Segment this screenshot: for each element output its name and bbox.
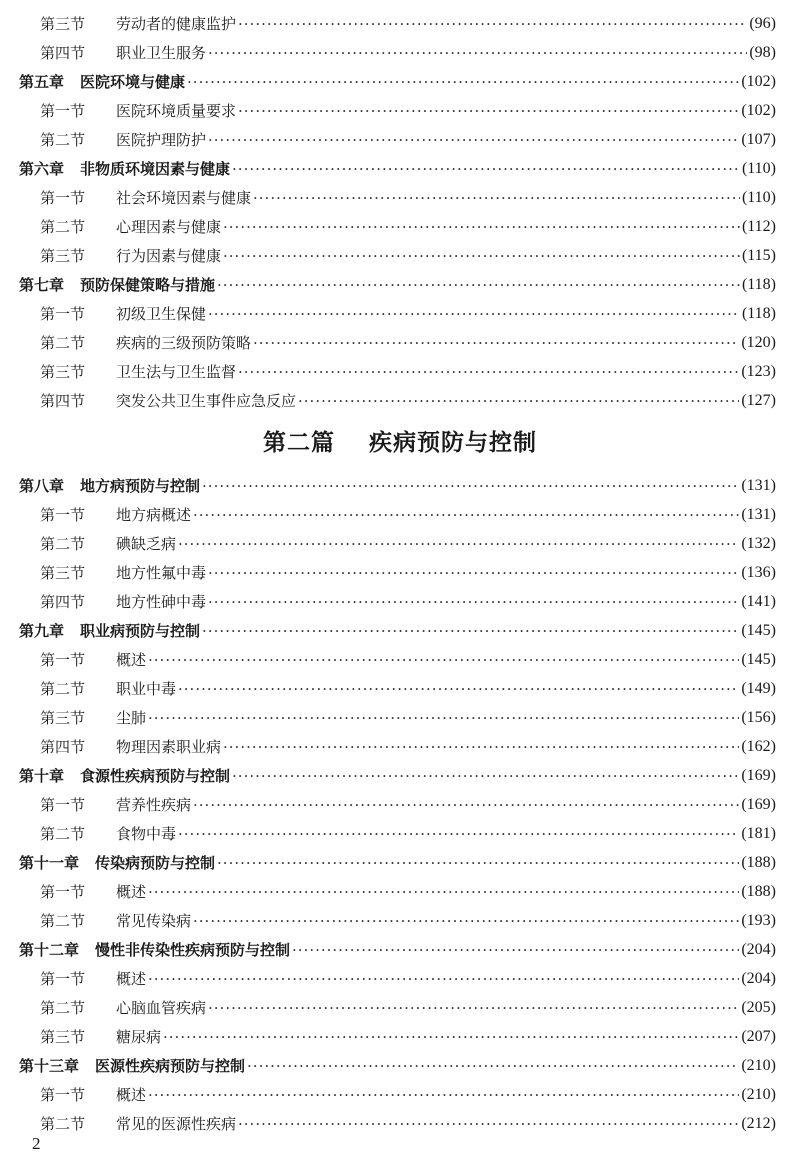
page-number: (102) xyxy=(741,102,776,119)
leader-dots xyxy=(223,213,740,241)
section-title: 地方病概述 xyxy=(116,506,192,524)
section-number: 第三节 xyxy=(40,564,86,582)
page-number: (181) xyxy=(741,825,776,842)
toc-section-entry[interactable] xyxy=(40,588,776,616)
section-number: 第一节 xyxy=(40,506,86,524)
leader-dots xyxy=(148,1081,739,1109)
page-number: (107) xyxy=(741,131,776,148)
leader-dots xyxy=(232,762,739,790)
toc-section-entry[interactable] xyxy=(40,387,776,415)
page-number: (145) xyxy=(741,622,776,639)
page-number: (120) xyxy=(741,334,776,351)
page-number: (110) xyxy=(741,160,776,177)
section-number: 第三节 xyxy=(40,15,86,33)
section-title: 职业卫生服务 xyxy=(116,44,207,62)
chapter-title: 食源性疾病预防与控制 xyxy=(80,767,231,785)
toc-chapter-entry[interactable] xyxy=(19,68,776,96)
chapter-number: 第六章 xyxy=(19,160,65,178)
toc-section-entry[interactable] xyxy=(40,184,776,212)
part-label: 第二篇 xyxy=(263,430,335,456)
page-number: (156) xyxy=(741,709,776,726)
section-title: 概述 xyxy=(116,651,147,669)
leader-dots xyxy=(202,472,739,500)
section-number: 第二节 xyxy=(40,535,86,553)
toc-section-entry[interactable] xyxy=(40,994,776,1022)
section-title: 常见的医源性疾病 xyxy=(116,1115,237,1133)
section-title: 医院环境质量要求 xyxy=(116,102,237,120)
page-number: (127) xyxy=(741,392,776,409)
section-title: 概述 xyxy=(116,883,147,901)
toc-chapter-entry[interactable] xyxy=(19,762,776,790)
section-number: 第四节 xyxy=(40,392,86,410)
section-number: 第二节 xyxy=(40,131,86,149)
section-title: 心理因素与健康 xyxy=(116,218,222,236)
chapter-number: 第十三章 xyxy=(19,1057,80,1075)
section-title: 营养性疾病 xyxy=(116,796,192,814)
footer-page-number: 2 xyxy=(32,1134,41,1153)
chapter-number: 第十章 xyxy=(19,767,65,785)
chapter-title: 传染病预防与控制 xyxy=(95,854,216,872)
toc-section-entry[interactable] xyxy=(40,646,776,674)
leader-dots xyxy=(193,501,739,529)
section-number: 第二节 xyxy=(40,680,86,698)
toc-section-entry[interactable] xyxy=(40,1023,776,1051)
leader-dots xyxy=(238,1110,739,1138)
page-number: (132) xyxy=(741,535,776,552)
leader-dots xyxy=(292,936,739,964)
toc-section-entry[interactable] xyxy=(40,733,776,761)
leader-dots xyxy=(148,646,739,674)
section-number: 第一节 xyxy=(40,970,86,988)
chapter-title: 慢性非传染性疾病预防与控制 xyxy=(95,941,291,959)
section-number: 第三节 xyxy=(40,363,86,381)
section-number: 第一节 xyxy=(40,1086,86,1104)
page-number: (118) xyxy=(741,305,776,322)
leader-dots xyxy=(253,184,740,212)
page-number: (188) xyxy=(741,854,776,871)
page-number: (204) xyxy=(741,970,776,987)
section-title: 卫生法与卫生监督 xyxy=(116,363,237,381)
toc-section-entry[interactable] xyxy=(40,97,776,125)
page-number: (110) xyxy=(741,189,776,206)
toc-section-entry[interactable] xyxy=(40,820,776,848)
leader-dots xyxy=(208,994,739,1022)
section-number: 第三节 xyxy=(40,247,86,265)
toc-section-entry[interactable] xyxy=(40,213,776,241)
page-number: (162) xyxy=(741,738,776,755)
section-title: 地方性氟中毒 xyxy=(116,564,207,582)
section-number: 第二节 xyxy=(40,334,86,352)
leader-dots xyxy=(148,704,739,732)
toc-chapter-entry[interactable] xyxy=(19,472,776,500)
leader-dots xyxy=(208,559,739,587)
leader-dots xyxy=(208,300,740,328)
page-number: (131) xyxy=(741,506,776,523)
page-number: (204) xyxy=(741,941,776,958)
page-number: (205) xyxy=(741,999,776,1016)
section-title: 碘缺乏病 xyxy=(116,535,177,553)
section-title: 食物中毒 xyxy=(116,825,177,843)
section-title: 心脑血管疾病 xyxy=(116,999,207,1017)
page-number: (136) xyxy=(741,564,776,581)
page-number: (169) xyxy=(741,796,776,813)
leader-dots xyxy=(178,530,739,558)
page-number: (188) xyxy=(741,883,776,900)
section-title: 行为因素与健康 xyxy=(116,247,222,265)
toc-section-entry[interactable] xyxy=(40,1081,776,1109)
leader-dots xyxy=(238,10,747,38)
section-number: 第二节 xyxy=(40,1115,86,1133)
chapter-number: 第五章 xyxy=(19,73,65,91)
section-number: 第四节 xyxy=(40,44,86,62)
section-title: 常见传染病 xyxy=(116,912,192,930)
toc-section-entry[interactable] xyxy=(40,300,776,328)
section-number: 第一节 xyxy=(40,651,86,669)
page-number: (98) xyxy=(749,44,776,61)
section-number: 第二节 xyxy=(40,999,86,1017)
page-number: (131) xyxy=(741,477,776,494)
section-title: 医院护理防护 xyxy=(116,131,207,149)
section-title: 尘肺 xyxy=(116,709,147,727)
section-title: 社会环境因素与健康 xyxy=(116,189,252,207)
section-number: 第四节 xyxy=(40,593,86,611)
toc-section-entry[interactable] xyxy=(40,965,776,993)
section-title: 概述 xyxy=(116,970,147,988)
chapter-title: 预防保健策略与措施 xyxy=(80,276,216,294)
page-number: (210) xyxy=(741,1086,776,1103)
section-number: 第一节 xyxy=(40,102,86,120)
section-number: 第二节 xyxy=(40,912,86,930)
page-number: (193) xyxy=(741,912,776,929)
page-number: (169) xyxy=(741,767,776,784)
section-number: 第二节 xyxy=(40,825,86,843)
part-heading xyxy=(0,424,800,457)
section-number: 第四节 xyxy=(40,738,86,756)
section-title: 概述 xyxy=(116,1086,147,1104)
section-title: 糖尿病 xyxy=(116,1028,162,1046)
leader-dots xyxy=(163,1023,739,1051)
section-title: 初级卫生保健 xyxy=(116,305,207,323)
leader-dots xyxy=(238,97,739,125)
leader-dots xyxy=(208,588,739,616)
page-number: (118) xyxy=(741,276,776,293)
section-title: 物理因素职业病 xyxy=(116,738,222,756)
page-number: (212) xyxy=(741,1115,776,1132)
toc-section-entry[interactable] xyxy=(40,791,776,819)
leader-dots xyxy=(232,155,740,183)
leader-dots xyxy=(217,271,740,299)
toc-chapter-entry[interactable] xyxy=(19,849,776,877)
page-number: (149) xyxy=(741,680,776,697)
page-number: (112) xyxy=(741,218,776,235)
section-title: 地方性砷中毒 xyxy=(116,593,207,611)
page-number: (123) xyxy=(741,363,776,380)
leader-dots xyxy=(253,329,739,357)
section-number: 第二节 xyxy=(40,218,86,236)
page-number: (145) xyxy=(741,651,776,668)
chapter-title: 非物质环境因素与健康 xyxy=(80,160,231,178)
toc-section-entry[interactable] xyxy=(40,10,776,38)
section-title: 疾病的三级预防策略 xyxy=(116,334,252,352)
toc-section-entry[interactable] xyxy=(40,559,776,587)
page-number: (210) xyxy=(741,1057,776,1074)
page-number: (207) xyxy=(741,1028,776,1045)
leader-dots xyxy=(208,126,739,154)
leader-dots xyxy=(223,733,739,761)
leader-dots xyxy=(148,965,739,993)
toc-section-entry[interactable] xyxy=(40,675,776,703)
toc-chapter-entry[interactable] xyxy=(19,936,776,964)
section-number: 第三节 xyxy=(40,1028,86,1046)
page-number: (115) xyxy=(741,247,776,264)
section-title: 劳动者的健康监护 xyxy=(116,15,237,33)
toc-section-entry[interactable] xyxy=(40,242,776,270)
leader-dots xyxy=(193,791,739,819)
leader-dots xyxy=(208,39,747,67)
toc-chapter-entry[interactable] xyxy=(19,155,776,183)
leader-dots xyxy=(193,907,739,935)
leader-dots xyxy=(202,617,739,645)
chapter-title: 医院环境与健康 xyxy=(80,73,186,91)
toc-section-entry[interactable] xyxy=(40,530,776,558)
toc-section-entry[interactable] xyxy=(40,704,776,732)
part-title-text: 疾病预防与控制 xyxy=(369,430,537,456)
page-number: (102) xyxy=(741,73,776,90)
section-title: 职业中毒 xyxy=(116,680,177,698)
section-title: 突发公共卫生事件应急反应 xyxy=(116,392,297,410)
section-number: 第一节 xyxy=(40,189,86,207)
leader-dots xyxy=(223,242,740,270)
toc-section-entry[interactable] xyxy=(40,878,776,906)
leader-dots xyxy=(217,849,739,877)
leader-dots xyxy=(148,878,739,906)
chapter-number: 第十二章 xyxy=(19,941,80,959)
chapter-title: 职业病预防与控制 xyxy=(80,622,201,640)
section-number: 第三节 xyxy=(40,709,86,727)
toc-chapter-entry[interactable] xyxy=(19,1052,776,1080)
toc-section-entry[interactable] xyxy=(40,907,776,935)
chapter-number: 第十一章 xyxy=(19,854,80,872)
leader-dots xyxy=(187,68,739,96)
toc-section-entry[interactable] xyxy=(40,358,776,386)
chapter-number: 第八章 xyxy=(19,477,65,495)
section-number: 第一节 xyxy=(40,883,86,901)
leader-dots xyxy=(178,675,739,703)
chapter-number: 第七章 xyxy=(19,276,65,294)
leader-dots xyxy=(247,1052,739,1080)
toc-section-entry[interactable] xyxy=(40,1110,776,1138)
toc-section-entry[interactable] xyxy=(40,329,776,357)
toc-section-entry[interactable] xyxy=(40,501,776,529)
toc-section-entry[interactable] xyxy=(40,39,776,67)
page-number: (141) xyxy=(741,593,776,610)
leader-dots xyxy=(238,358,739,386)
section-number: 第一节 xyxy=(40,796,86,814)
chapter-title: 医源性疾病预防与控制 xyxy=(95,1057,246,1075)
chapter-title: 地方病预防与控制 xyxy=(80,477,201,495)
leader-dots xyxy=(298,387,739,415)
chapter-number: 第九章 xyxy=(19,622,65,640)
toc-chapter-entry[interactable] xyxy=(19,617,776,645)
leader-dots xyxy=(178,820,739,848)
toc-chapter-entry[interactable] xyxy=(19,271,776,299)
page-number: (96) xyxy=(749,15,776,32)
toc-section-entry[interactable] xyxy=(40,126,776,154)
section-number: 第一节 xyxy=(40,305,86,323)
